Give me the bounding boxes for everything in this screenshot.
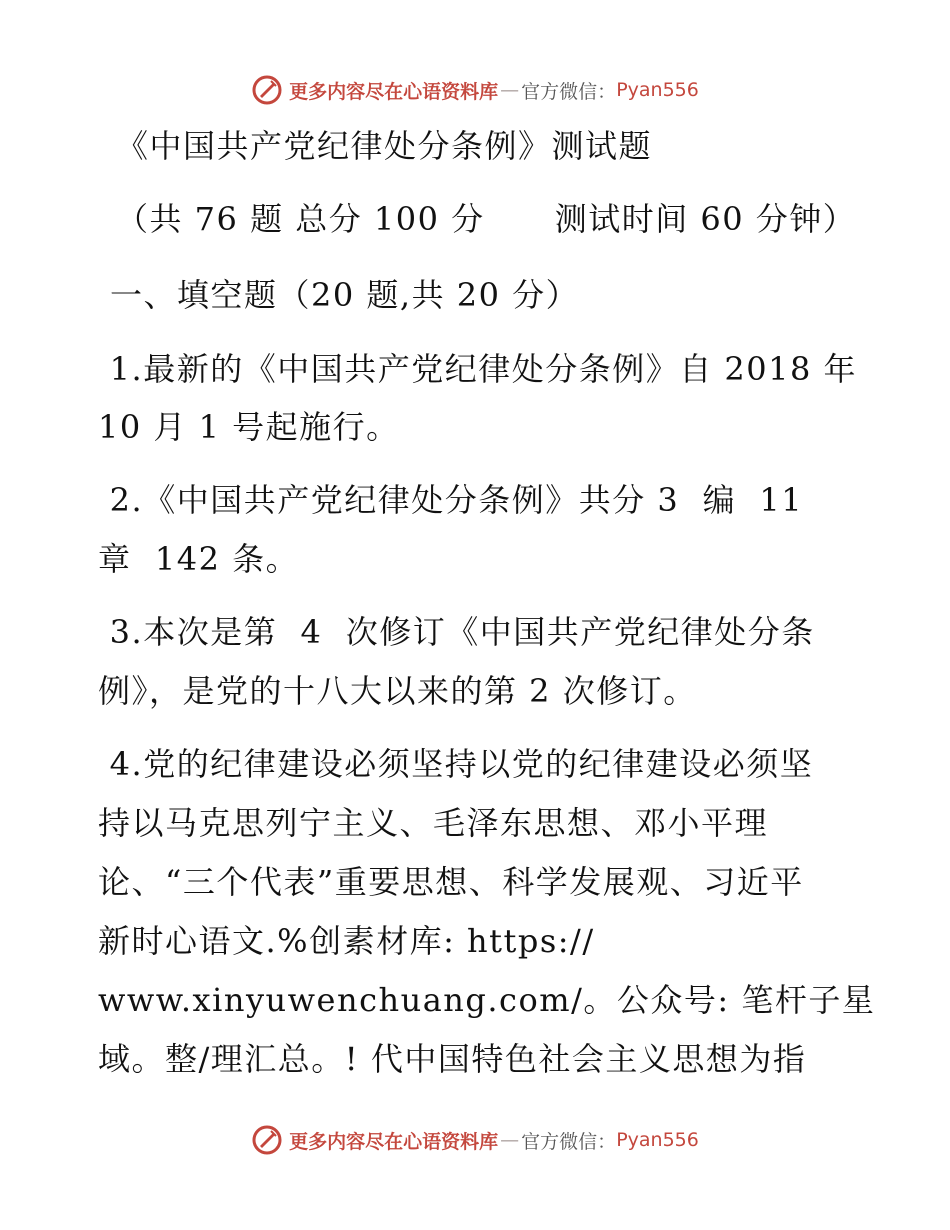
document-title: 《中国共产党纪律处分条例》测试题 <box>116 127 653 165</box>
paragraph-line: 3.本次是第 4 次修订《中国共产党纪律处分条 <box>98 613 815 651</box>
paragraph-line: 持以马克思列宁主义、毛泽东思想、邓小平理 <box>98 804 769 842</box>
wechat-label: 官方微信： <box>521 80 617 103</box>
paragraph-line: 10 月 1 号起施行。 <box>98 408 400 446</box>
wechat-id: Pyan556 <box>616 79 699 101</box>
banner-dash: — <box>500 1129 520 1151</box>
paragraph-line: 2.《中国共产党纪律处分条例》共分 3 编 11 <box>98 481 804 519</box>
paragraph-line: 新时心语文.%创素材库: https:// <box>98 922 595 960</box>
document-subtitle: （共 76 题 总分 100 分 测试时间 60 分钟） <box>116 200 857 238</box>
brand-name: 更多内容尽在心语资料库 <box>289 1130 499 1153</box>
paragraph-line: 域。整/理汇总。! 代中国特色社会主义思想为指 <box>98 1040 807 1078</box>
wechat-id: Pyan556 <box>616 1129 699 1151</box>
brand-logo-icon <box>251 74 283 106</box>
brand-logo-icon <box>251 1124 283 1156</box>
paragraph-line: 4.党的纪律建设必须坚持以党的纪律建设必须坚 <box>98 745 814 783</box>
wechat-label: 官方微信： <box>521 1130 617 1153</box>
paragraph-line: 1.最新的《中国共产党纪律处分条例》自 2018 年 <box>98 350 857 388</box>
paragraph-line: www.xinyuwenchuang.com/。公众号: 笔杆子星 <box>98 981 876 1019</box>
brand-name: 更多内容尽在心语资料库 <box>289 80 499 103</box>
paragraph-line: 论、“三个代表”重要思想、科学发展观、习近平 <box>98 863 804 901</box>
header-watermark <box>0 73 950 107</box>
paragraph-line: 章 142 条。 <box>98 540 300 578</box>
banner-dash: — <box>500 79 520 101</box>
footer-watermark <box>0 1123 950 1157</box>
section-heading-fill-blank: 一、填空题（20 题,共 20 分） <box>110 276 580 314</box>
paragraph-line: 例》，是党的十八大以来的第 2 次修订。 <box>98 672 697 710</box>
